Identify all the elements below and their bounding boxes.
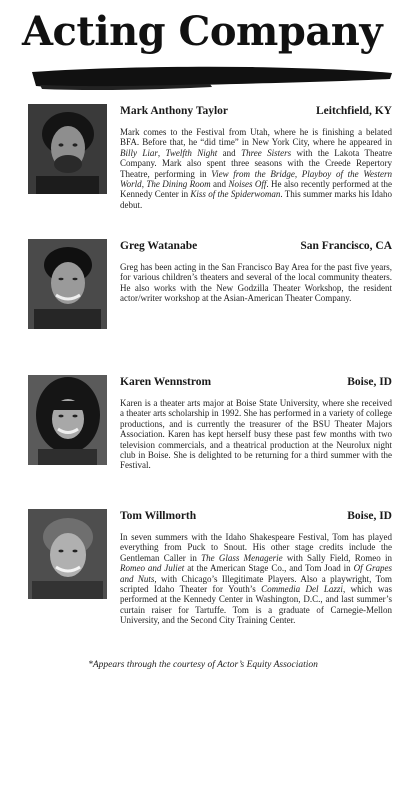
actor-photo — [28, 375, 107, 465]
bio-text: , — [157, 147, 166, 158]
actor-bio — [120, 127, 392, 210]
actor-name: Tom Willmorth — [120, 510, 197, 522]
actor-name: Greg Watanabe — [120, 240, 198, 252]
bio-text: Mark comes to the Festival from Utah, where he is finishing a belated BFA. Before that, he “did time” in New York City, where he appeared in — [120, 127, 392, 148]
bio-text: Greg has been acting in the San Francisco Bay Area for the past five years, for various children’s theaters and several of the local community theaters. He also works with the New Godzilla Theater Workshop, the resident actor/writer workshop at the Asian-American Theater Company. — [120, 262, 392, 304]
bio-text: . He also recently performed at the Kennedy Center in — [120, 179, 393, 200]
bio-title-italic: Of Grapes and Nuts — [120, 563, 393, 584]
bio-text: . This summer marks his Idaho debut. — [120, 189, 392, 210]
actor-name: Mark Anthony Taylor — [120, 105, 228, 117]
bio-text: In seven summers with the Idaho Shakespeare Festival, Tom has played everything from Puck to Snout. His other stage credits include the Gentleman Caller in — [120, 532, 392, 563]
bio-title-italic: Noises Off — [228, 179, 267, 190]
bio-title-italic: Three Sisters — [241, 147, 292, 158]
bio-text: , — [294, 168, 302, 179]
portrait-image — [28, 375, 107, 465]
page-title: Acting Company — [22, 8, 383, 55]
actor-hometown: Leitchfield, KY — [315, 105, 392, 117]
bio-text: , which was performed at the Kennedy Center in Washington, D.C., and last summer’s curtain raiser for Tartuffe. Tom is a graduate of Carnegie-Mellon University, and the Second City Training Center. — [120, 584, 392, 626]
bio-title-italic: Playboy of the Western World — [120, 168, 392, 190]
bio-text: Karen is a theater arts major at Boise State University, where she received a theater arts scholarship in 1992. She has performed in a variety of college productions, and is currently the treasurer of the BSU Theater Majors Association. Karen has kept herself busy these past few months with two television commercials, and a theatrical production at the Neurolux night club in Boise. She is delighted to be returning for a third summer with the Festival. — [120, 398, 392, 471]
bio-text: , with Chicago’s Illegitimate Players. Also a playwright, Tom scripted Idaho Theater for Youth’s — [120, 573, 392, 595]
equity-footnote: *Appears through the courtesy of Actor’s Equity Association — [88, 660, 318, 670]
bio-title-italic: Billy Liar — [120, 147, 158, 158]
actor-header — [120, 104, 392, 118]
actor-header — [120, 239, 392, 253]
bio-title-italic: The Dining Room — [146, 179, 211, 190]
actor-hometown: San Francisco, CA — [300, 240, 392, 252]
bio-title-italic: View from the Bridge — [211, 168, 295, 179]
actor-header — [120, 509, 392, 523]
bio-text: with the Lakota Theatre Company. Mark also spent three seasons with the Creede Repertory Theatre, performing in — [120, 147, 392, 179]
actor-photo — [28, 509, 107, 599]
bio-text: and — [217, 147, 242, 158]
bio-title-italic: Romeo and Juliet — [120, 563, 185, 574]
portrait-image — [28, 104, 107, 194]
actor-bio — [120, 262, 392, 304]
bio-title-italic: Commedia Del Lazzi — [261, 584, 343, 595]
bio-text: with Sally Field, Romeo in — [282, 552, 392, 563]
actor-bio — [120, 532, 392, 626]
portrait-image — [28, 239, 107, 329]
bio-text: and — [210, 179, 229, 190]
bio-title-italic: Kiss of the Spiderwoman — [190, 189, 281, 200]
actor-name: Karen Wennstrom — [120, 376, 212, 388]
actor-bio — [120, 398, 392, 471]
actor-header — [120, 375, 392, 389]
bio-text: , — [141, 179, 147, 190]
brush-stroke-divider — [30, 62, 394, 94]
bio-title-italic: The Glass Menagerie — [201, 552, 283, 563]
actor-hometown: Boise, ID — [347, 376, 392, 388]
bio-title-italic: Twelfth Night — [165, 147, 218, 158]
actor-photo — [28, 104, 107, 194]
actor-hometown: Boise, ID — [347, 510, 392, 522]
portrait-image — [28, 509, 107, 599]
actor-photo — [28, 239, 107, 329]
bio-text: at the American Stage Co., and Tom Joad in — [184, 563, 354, 574]
